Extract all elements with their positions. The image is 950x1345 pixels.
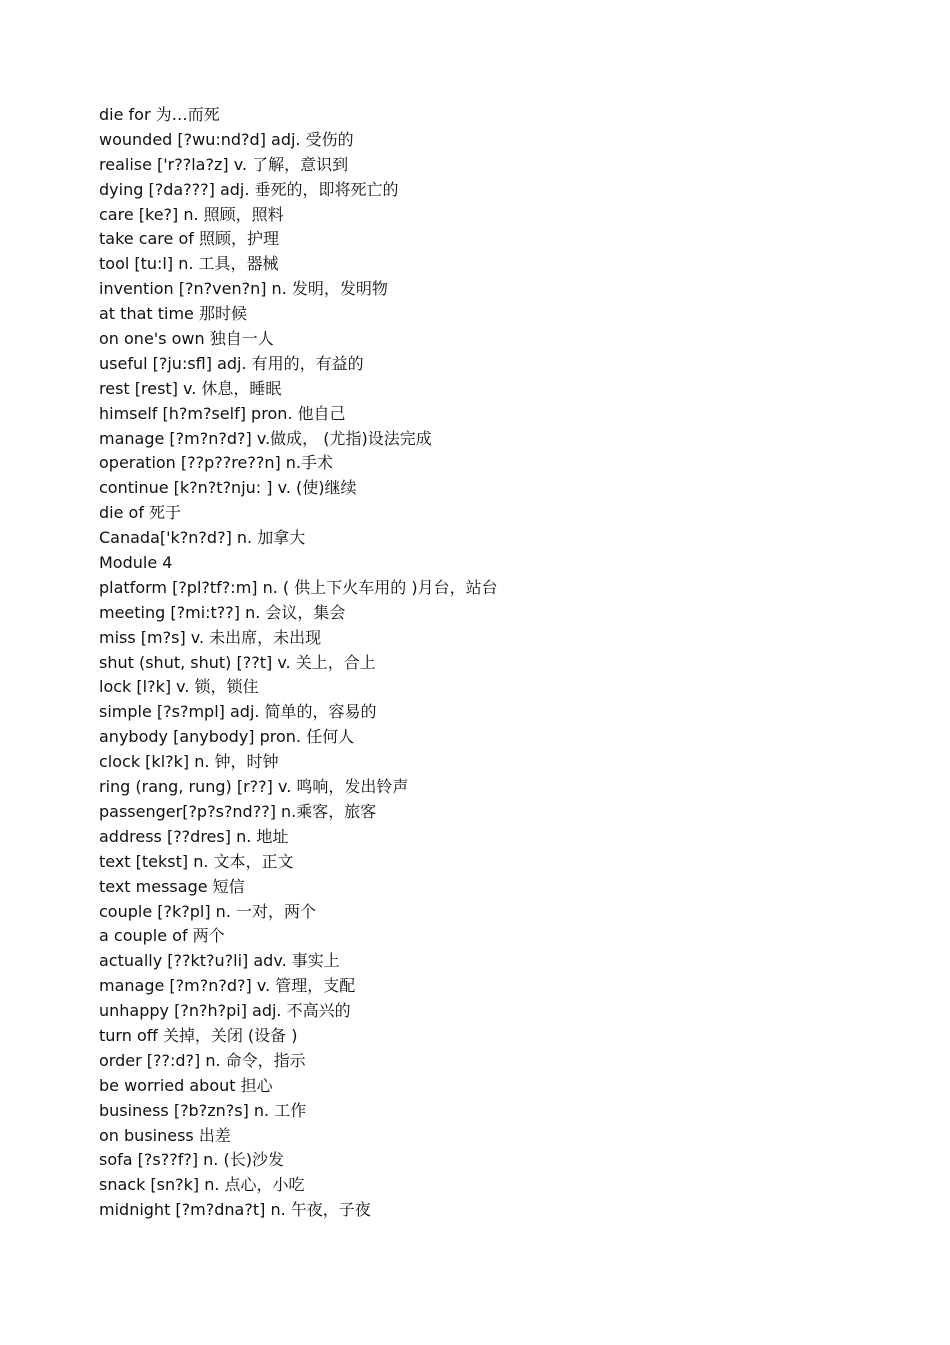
vocab-line: invention [?n?ven?n] n. 发明，发明物	[99, 279, 388, 299]
vocab-line: order [??:d?] n. 命令，指示	[99, 1050, 306, 1070]
vocab-line: care [ke?] n. 照顾，照料	[99, 204, 284, 224]
vocab-line: midnight [?m?dna?t] n. 午夜，子夜	[99, 1200, 371, 1220]
vocab-line: miss [m?s] v. 未出席，未出现	[99, 627, 322, 647]
vocab-line: himself [h?m?self] pron. 他自己	[99, 403, 346, 423]
vocab-line: die for 为…而死	[99, 105, 220, 124]
vocab-line: Module 4	[99, 553, 173, 573]
vocab-line: meeting [?mi:t??] n. 会议，集会	[99, 602, 346, 622]
vocab-line: on one's own 独自一人	[99, 329, 274, 349]
vocab-line: turn off 关掉，关闭 (设备 )	[99, 1025, 298, 1045]
vocab-line: sofa [?s??f?] n. (长)沙发	[99, 1150, 284, 1170]
vocab-line: dying [?da???] adj. 垂死的，即将死亡的	[99, 179, 399, 199]
vocab-line: platform [?pl?tf?:m] n. ( 供上下火车用的 )月台，站台	[99, 577, 498, 597]
vocab-line: Canada['k?n?d?] n. 加拿大	[99, 528, 306, 548]
vocab-line: a couple of 两个	[99, 926, 225, 946]
vocab-line: realise ['r??la?z] v. 了解，意识到	[99, 154, 349, 174]
vocab-line: rest [rest] v. 休息，睡眠	[99, 378, 282, 398]
vocab-line: unhappy [?n?h?pi] adj. 不高兴的	[99, 1001, 351, 1021]
vocab-line: actually [??kt?u?li] adv. 事实上	[99, 951, 340, 971]
vocab-line: wounded [?wu:nd?d] adj. 受伤的	[99, 129, 354, 149]
vocab-line: take care of 照顾，护理	[99, 229, 279, 249]
vocab-line: anybody [anybody] pron. 任何人	[99, 727, 355, 747]
vocab-line: business [?b?zn?s] n. 工作	[99, 1100, 307, 1120]
vocab-line: ring (rang, rung) [r??] v. 鸣响，发出铃声	[99, 777, 409, 797]
vocab-line: operation [??p??re??n] n.手术	[99, 453, 334, 473]
vocab-line: at that time 那时候	[99, 304, 247, 324]
vocab-line: manage [?m?n?d?] v. 管理，支配	[99, 976, 356, 996]
vocab-line: passenger[?p?s?nd??] n.乘客，旅客	[99, 801, 377, 821]
vocab-line: tool [tu:l] n. 工具，器械	[99, 254, 279, 274]
vocab-line: snack [sn?k] n. 点心，小吃	[99, 1175, 305, 1195]
vocab-line: manage [?m?n?d?] v.做成， (尤指)设法完成	[99, 428, 432, 448]
vocab-line: shut (shut, shut) [??t] v. 关上，合上	[99, 652, 376, 672]
vocab-line: simple [?s?mpl] adj. 简单的，容易的	[99, 702, 377, 722]
vocab-line: text message 短信	[99, 876, 245, 896]
vocab-line: die of 死于	[99, 503, 182, 523]
vocab-line: couple [?k?pl] n. 一对，两个	[99, 901, 316, 921]
vocab-line: clock [kl?k] n. 钟，时钟	[99, 752, 279, 772]
vocab-line: useful [?ju:sfl] adj. 有用的，有益的	[99, 353, 364, 373]
vocab-line: continue [k?n?t?nju: ] v. (使)继续	[99, 478, 357, 498]
vocab-line: address [??dres] n. 地址	[99, 826, 289, 846]
vocabulary-list	[99, 103, 899, 1223]
vocab-line: lock [l?k] v. 锁，锁住	[99, 677, 259, 697]
vocab-line: on business 出差	[99, 1125, 231, 1145]
vocab-line: be worried about 担心	[99, 1075, 273, 1095]
vocab-line: text [tekst] n. 文本，正文	[99, 851, 294, 871]
